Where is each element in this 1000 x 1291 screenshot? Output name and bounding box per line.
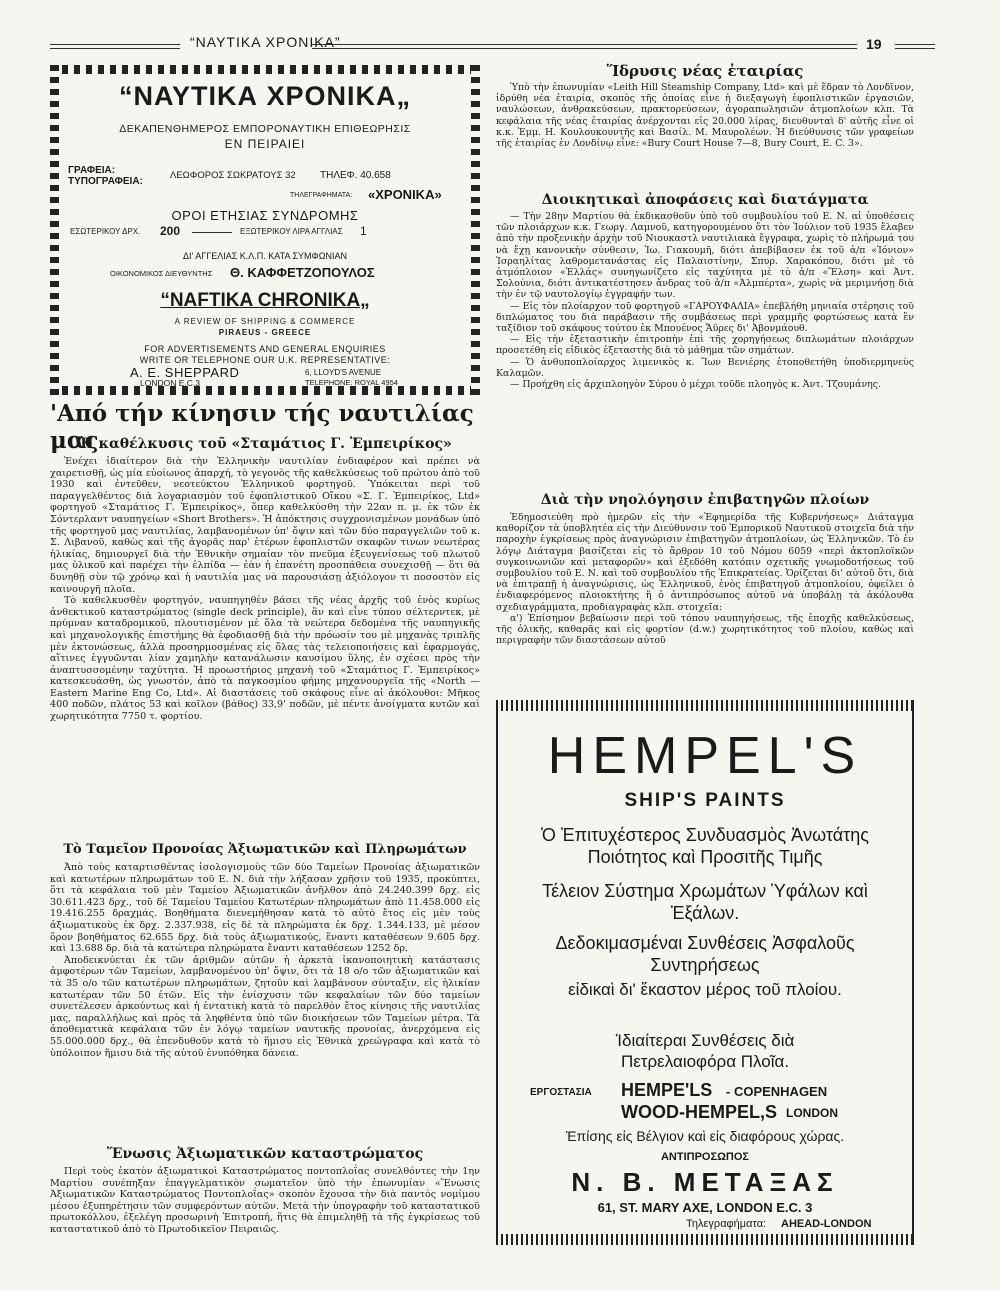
ad-reps-label: ΑΝΤΙΠΡΟΣΩΠΟΣ [660, 1151, 750, 1163]
article-6-title: Διὰ τὴν νηολόγησιν ἐπιβατηγῶν πλοίων [540, 492, 870, 508]
interior-label: ΕΣΩΤΕΡΙΚΟΥ ΔΡΧ. [70, 227, 141, 236]
article-2-body [50, 862, 480, 1059]
director-name: Θ. ΚΑΦΦΕΤΖΟΠΟΥΛΟΣ [230, 265, 375, 280]
masthead-box [50, 65, 480, 395]
ad-telegram-value: AHEAD-LONDON [781, 1218, 872, 1230]
article-5-paragraph-4: — Ὁ ἀνθυποπλοίαρχος λιμενικὸς κ. Ἴων Βενιέρης ἐτοποθετήθη ὑποδιερμηνεὺς Καλαμῶν. [496, 356, 914, 379]
article-1-title: Ἡ καθέλκυσις τοῦ «Σταμάτιος Γ. Ἐμπειρίκος» [78, 436, 452, 452]
ad-border-top [496, 700, 914, 711]
ad-factory-2-city: LONDON [786, 1106, 838, 1120]
english-title: “NAFTIKA CHRONIKA„ [160, 290, 370, 311]
article-6-body [496, 512, 914, 646]
ad-rep-name: N. B. ΜΕΤΑΞΑΣ [571, 1167, 839, 1197]
border-left [50, 65, 59, 395]
section-title: 'Από τήν κίνησιν τής ναυτιλίας μας [50, 400, 474, 454]
ad-line-1: Ὁ Ἐπιτυχέστερος Συνδυασμὸς Ἀνωτάτης Ποιότητος καὶ Προσιτῆς Τιμῆς [541, 825, 869, 867]
article-3-paragraph-1: Περὶ τοὺς ἑκατὸν ἀξιωματικοὶ Καταστρώματος ποντοπλοΐας συνελθόντες τὴν 1ην Μαρτίου συνέπηξαν ἐπαγγελματικὸν σωματεῖον ὑπὸ τὴν ἐπωνυμίαν «Ἕνωσις Ἀξιωματικῶν Καταστρώματος Ποντοπλοΐας» σκοπὸν ἔχουσα τὴν διὰ παντὸς νομίμου μέσου ἐξυπηρέτησιν τῶν συμφερόντων αὐτῶν. Μετὰ τὴν ὑπογραφὴν τοῦ καταστατικοῦ πρωτοκόλλου, ἐξελέγη προσωρινὴ Ἐπιτροπή, ἥτις θὰ ἐπιμεληθῇ τὰ τῆς ἐγκρίσεως τοῦ καταστατικοῦ ἀπὸ τὸ Πρωτοδικεῖον Πειραιῶς. [50, 1166, 480, 1235]
office-address: ΛΕΩΦΟΡΟΣ ΣΩΚΡΑΤΟΥΣ 32 [170, 170, 296, 181]
offices-label: ΓΡΑΦΕΙΑ: [68, 165, 116, 176]
printing-label: ΤΥΠΟΓΡΑΦΕΙΑ: [68, 176, 143, 187]
english-subtitle-2: PIRAEUS - GREECE [218, 328, 312, 337]
exterior-label: ΕΞΩΤΕΡΙΚΟΥ ΛΙΡΑ ΑΓΓΛΙΑΣ [240, 227, 343, 236]
border-right [471, 65, 480, 395]
masthead-subtitle-1: ΔΕΚΑΠΕΝΘΗΜΕΡΟΣ ΕΜΠΟΡΟΝΑΥΤΙΚΗ ΕΠΙΘΕΩΡΗΣΙΣ [119, 123, 411, 135]
telegraph-label: ΤΗΛΕΓΡΑΦΗΜΑΤΑ: [290, 192, 353, 199]
article-2-paragraph-2: Ἀποδεικνύεται ἐκ τῶν ἀριθμῶν αὐτῶν ἡ ἀρκετὰ ἱκανοποιητικὴ κατάστασις ἀμφοτέρων τῶν Ταμείων, λαμβανομένου ὑπ' ὄψιν, ὅτι τὰ 18 ο/ο τῶν ἀξιωματικῶν καὶ τὰ 35 ο/ο τῶν κατωτέρων πληρωμάτων, ζητοῦν καὶ λαμβάνουν σύνταξιν, εἰς ἡλικίαν κατωτέραν τῶν 50 ἐτῶν. Εἰς τὴν ἐνίσχυσιν τῶν κεφαλαίων τῶν δύο ταμείων συνετέλεσεν ἀρκούντως καὶ ἡ ἐντατικὴ κατὰ τὸ παρελθὸν ἔτος κίνησις τῆς ναυτιλίας μας, παραλλήλως καὶ πρὸς τὰ ληφθέντα ὑπὸ τῶν διοικήσεων τῶν Ταμείων μέτρα. Τὰ ἀποθεματικὰ κεφάλαια τῶν ἐν λόγῳ ταμείων ναυτικῆς προνοίας, ἀνερχόμενα εἰς 55.000.000 δρχ., θὰ ἐπενδυθοῦν κατὰ τὸ ἥμισυ εἰς Ἐθνικὰ χρεώγραφα καὶ κατὰ τὸ ὑπόλοιπον ἥμισυ διὰ τῆς αὐτοῦ ἐνυπόθηκα δάνεια. [50, 954, 480, 1059]
representative-city: LONDON E.C.3 [140, 378, 200, 388]
article-3-title: Ἕνωσις Ἀξιωματικῶν καταστρώματος [106, 1146, 424, 1162]
ad-line-5: Ἰδιαίτεραι Συνθέσεις διὰ Πετρελαιοφόρα Πλοῖα. [615, 1031, 795, 1071]
article-6-paragraph-1: Ἐδημοσιεύθη πρὸ ἡμερῶν εἰς τὴν «Ἐφημερίδα τῆς Κυβερνήσεως» Διάταγμα καθορίζον τὰ ὑποβλητέα εἰς τὴν Διεύθυνσιν τοῦ Ἐμπορικοῦ Ναυτικοῦ στοιχεῖα διὰ τὴν παροχὴν ἐγκρίσεως πρὸς ἀναγνώρισιν ἐπιβατηγῶν ἀτμοπλοίων, ὡς Ἑλληνικῶν. Τὸ ἐν λόγῳ Διάταγμα βασίζεται εἰς τὸ ἄρθρον 10 τοῦ Νόμου 6059 «περὶ ἀκτοπλοϊκῶν συγκοινωνιῶν καὶ μεταφορῶν» καὶ ἐξεδόθη κατόπιν σχετικῆς γνωμοδοτήσεως τοῦ συμβουλίου τοῦ Ε. Ν. καὶ τοῦ συμβουλίου τῆς Ἐπικρατείας. Ὁρίζεται δι' αὐτοῦ ὅτι, διὰ νὰ ἐπιτραπῇ ἡ ἀναγνώρισις, ὡς Ἑλληνικοῦ, ἑνὸς ἐπιβατηγοῦ ἀτμοπλοίου, ὀφείλει ὁ ἐνδιαφερόμενος πλοιοκτήτης ἢ ὁ ἀντιπρόσωπος αὐτοῦ νὰ ὑποβάλῃ τὰ ἀκόλουθα σχεδιαγράμματα, προδιαγραφὰς κλπ. στοιχεῖα: [496, 512, 914, 613]
article-5-paragraph-3: — Εἰς τὴν ἐξεταστικὴν ἐπιτροπὴν ἐπὶ τῆς χορηγήσεως διπλωμάτων πλοιάρχων προσετέθη εἰς εἰδικὸς ἐξεταστὴς διὰ τὸ μάθημα τῶν σημάτων. [496, 334, 914, 357]
telegraph-value: «ΧΡΟΝΙΚΑ» [368, 187, 442, 202]
interior-rule [192, 232, 232, 233]
ad-telegram-label: Τηλεγραφήματα: [686, 1218, 767, 1230]
ad-factory-1: HEMPE'LS [621, 1080, 713, 1100]
ad-factories-label: ΕΡΓΟΣΤΑΣΙΑ [530, 1087, 592, 1098]
article-5-paragraph-5: — Προήχθη εἰς ἀρχιπλοηγὸν Σύρου ὁ μέχρι τοῦδε πλοηγὸς κ. Ἀντ. Τζουμάνης. [510, 379, 881, 391]
article-1-paragraph-2: Τὸ καθελκυσθὲν φορτηγόν, ναυπηγηθὲν βάσει τῆς νέας ἀρχῆς τοῦ ἑνὸς κυρίως ἀνθεκτικοῦ καταστρώματος (single deck principle), ἂν καὶ εἶνε τύπου σέλτερντεκ, μὲ πρύμναν καταδρομικοῦ, πλουτισμένον μὲ ὅλα τὰ νεώτερα δεδομένα τῆς ναυπηγικῆς καὶ μηχανολογικῆς ἐπιστήμης θὰ ἐφοδιασθῇ διὰ τὴν πρόωσίν του μὲ μηχανὰς τριπλῆς μὲν ἐκτονώσεως, ἀλλὰ προσηρμοσμένας εἰς ὅλας τὰς τελειοποιήσεις καὶ ἐφαρμογάς, αἵτινες ἐγγυῶνται λίαν χαμηλὴν κατανάλωσιν καυσίμου ὕλης, ἐν σχέσει πρὸς τὴν ἀναπτυσσομένην ταχύτητα. Ἡ προωστήριος μηχανὴ τοῦ «Σταμάτιος Γ. Ἐμπειρίκος» κατεσκευάσθη, ὡς γνωστόν, ἀπὸ τὰ παγκοσμίου φήμης μηχανουργεῖα τῆς «North — Eastern Marine Eng Co, Ltd». Αἱ διαστάσεις τοῦ σκάφους εἶνε αἱ ἀκόλουθοι: Μῆκος 400 ποδῶν, πλάτος 53 καὶ κοῖλον (βάθος) 33,9' ποδῶν, μὲ πέντε ἀνοίγματα κυτῶν καὶ χωρητικότητα 7750 τ. φορτίου. [50, 595, 480, 723]
header-rule-middle [312, 44, 857, 49]
office-phone: ΤΗΛΕΦ. 40.658 [320, 170, 391, 181]
article-5-paragraph-1: — Τὴν 28ην Μαρτίου θὰ ἐκδικασθοῦν ὑπὸ τοῦ συμβουλίου τοῦ Ε. Ν. αἱ ὑποθέσεις τῶν πλοιάρχων κ.κ. Γεωργ. Λαμνοῦ, κατηγορουμένου ὅτι τὸν Ἰούλιον τοῦ 1935 ἔλαβεν ἀπὸ τὴν προξενικὴν ἀρχὴν τοῦ Νιουκαστλ ναυτιλιακὰ ἔγγραφα, χωρὶς τὸ πλήρωμά του νὰ ἔχῃ κανονικὴν σύνθεσιν, Ἰω. Γιακουμῆ, διότι ἀπεβίβασεν ἐκ τοῦ ἀ/π «Ἰόνιον» Ἰσραηλίτας λαθρομετανάστας εἰς Παλαιστίνην, Σπυρ. Χαρακόπου, διότι μὲ τὸ ἀτμόπλοιον «Ἑλλάς» συνηγωνίζετο εἰς ταχύτητα μὲ τὸ ἀ/π «Ἔλση» καὶ Ἀντ. Σολούνια, διότι ἀντικατέστησεν ἄνδρας τοῦ ἀ/π «Ἀλμπέρτα», χωρὶς νὰ μεριμνήσῃ διὰ τὴν ἐν τῷ ναυτολογίῳ ἐγγραφήν των. [496, 211, 914, 301]
article-3-body [50, 1166, 480, 1236]
english-subtitle-1: A REVIEW OF SHIPPING & COMMERCE [174, 317, 356, 326]
article-2-title: Τὸ Ταμεῖον Προνοίας Ἀξιωματικῶν καὶ Πληρωμάτων [63, 842, 467, 857]
border-bottom [50, 386, 480, 395]
border-top [50, 65, 480, 74]
running-head: “ΝΑΥΤΙΚΑ ΧΡΟΝΙΚΑ” [190, 34, 341, 50]
article-1-body [50, 456, 480, 723]
exterior-value: 1 [360, 224, 367, 238]
article-1-paragraph-1: Ἐνέχει ἰδιαίτερον διὰ τὴν Ἑλληνικὴν ναυτιλίαν ἐνδιαφέρον καὶ πρέπει νὰ χαιρετισθῇ, ὡς μία εὐοίωνος ἀπαρχή, τὸ γεγονὸς τῆς καθελκύσεως τοῦ πρώτου ἀπὸ τοῦ 1930 καὶ ἐντεῦθεν, νεοτεύκτου Ἑλληνικοῦ φορτηγοῦ. Ὑπόκειται περὶ τοῦ παραγγελθέντος διὰ λογαριασμὸν τοῦ ἐφοπλιστικοῦ Οἴκου «Σ. Γ. Ἐμπειρίκος, Ltd» φορτηγοῦ «Σταμάτιος Γ. Ἐμπειρίκος», ὅπερ καθελκύσθη τὴν 22αν π. μ. ἐκ τῶν ἐκ Σόντερλαντ ναυπηγείων «Short Brothers». Ἡ ἀπόκτησις συγχρονισμένων μονάδων ὑπὸ τῆς φορτηγοῦ μας ναυτιλίας, λαμβανομένων ὑπ' ὄψιν καὶ τῶν δύο παραγγελιῶν τοῦ κ. Σ. Λιβανοῦ, καθὼς καὶ τῆς ἀγορᾶς παρ' ἑτέρων ἐφοπλιστῶν σκαφῶν τινων νεωτέρας ἡλικίας, δημιουργεῖ διὰ τὴν Ἐθνικὴν σημαίαν τὸν πνεῦμα ἐξευγενίσεως τοῦ πλωτοῦ μας ὑλικοῦ καὶ παρέχει τὴν ἐλπίδα — ἐὰν ἡ ἐπανέτη προσπάθεια συνεχισθῇ — ὅτι θὰ δυνηθῇ σὺν τῷ χρόνῳ καὶ ἡ ναυτιλία μας νὰ παρουσιάσῃ ἀξιόλογον τι ποσοστὸν εἰς καινουργῆ πλοῖα. [50, 456, 480, 595]
director-label: ΟΙΚΟΝΟΜΙΚΟΣ ΔΙΕΥΘΥΝΤΗΣ [110, 269, 213, 278]
ad-border-bottom [496, 1234, 914, 1245]
article-5-body [496, 211, 914, 390]
header-rule-right [895, 44, 935, 49]
masthead-title: “ΝΑΥΤΙΚΑ ΧΡΟΝΙΚΑ„ [118, 81, 412, 111]
representative-address: 6, LLOYD'S AVENUE [305, 368, 382, 377]
ad-tagline: SHIP'S PAINTS [624, 790, 786, 811]
article-5-paragraph-2: — Εἰς τὸν πλοίαρχον τοῦ φορτηγοῦ «ΓΑΡΟΥΦΑΛΙΑ» ἐπεβλήθη μηνιαία στέρησις τοῦ διπλώματος του διὰ παράβασιν τῆς συμβάσεως περὶ γραμμῆς φορτώσεως κατὰ ἓν ταξίδιον τοῦ σκάφους τούτου ἐκ Μπουένος Ἄϋρες δι' Ἀβονμάουθ. [496, 300, 914, 335]
ad-line-4: εἰδικαὶ δι' ἕκαστον μέρος τοῦ πλοίου. [568, 980, 842, 999]
hempels-advert [496, 700, 914, 1245]
interior-value: 200 [160, 224, 181, 238]
english-ad-line-1: FOR ADVERTISEMENTS AND GENERAL ENQUIRIES [144, 344, 386, 354]
page-number: 19 [866, 36, 882, 52]
ad-rep-address: 61, ST. MARY AXE, LONDON E.C. 3 [597, 1200, 813, 1215]
ad-line-3: Δεδοκιμασμέναι Συνθέσεις Ἀσφαλοῦς Συντηρήσεως [555, 933, 855, 975]
article-4-body [496, 82, 914, 149]
ad-factory-1-city: - COPENHAGEN [726, 1084, 828, 1099]
article-6-paragraph-2: α') Ἐπίσημον βεβαίωσιν περὶ τοῦ τόπου ναυπηγήσεως, τῆς ἐποχῆς καθελκύσεως, τῆς ὁλικῆς, καθαρᾶς καὶ εἰς φορτίον (d.w.) χωρητικότητος τοῦ πλοίου, καθὼς καὶ περιγραφὴν τῶν διαστάσεων αὐτοῦ [496, 612, 914, 647]
article-2-paragraph-1: Ἀπὸ τοὺς καταρτισθέντας ἰσολογισμοὺς τῶν δύο Ταμείων Προνοίας ἀξιωματικῶν καὶ κατωτέρων πληρωμάτων τοῦ Ε. Ν. διὰ τὴν λήξασαν χρῆσιν τοῦ 1935, προκύπτει, ὅτι τὰ κεφάλαια τοῦ μὲν Ταμείου Ἀξιωματικῶν ἀνῆλθον ἀπὸ 24.240.399 δρχ. εἰς 30.611.423 δρχ., τοῦ δὲ Ταμείου Ταμείου Κατωτέρων πληρωμάτων ἀπὸ 11.458.000 εἰς 19.416.255 δραχμάς. Βοηθήματα διενεμήθησαν κατὰ τὸ αὐτὸ ἔτος εἰς μὲν τοὺς ἀξιωματικοὺς ἐκ δρχ. 2.337.938, εἰς δὲ τὰ πληρώματα ἐκ δρχ. 1.344.133, μὲ μέσον ὅρον βοηθήματος 62.655 δρχ. διὰ τοὺς ἀξιωματικούς, ἔναντι καταθέσεων 9.605 δρχ. καὶ 13.688 δρ. διὰ τὰ κατώτερα πληρώματα ἔναντι καταθέσεων 1252 δρ. [50, 862, 480, 955]
masthead-subtitle-2: ΕΝ ΠΕΙΡΑΙΕΙ [224, 137, 306, 151]
ad-also-belgium: Ἐπίσης εἰς Βέλγιον καὶ εἰς διαφόρους χώρας. [565, 1128, 845, 1144]
article-4-paragraph-1: Ὑπὸ τὴν ἐπωνυμίαν «Leith Hill Steamship Company, Ltd» καὶ μὲ ἕδραν τὸ Λονδῖνον, ἱδρύθη νέα ἑταιρία, σκοπὸς τῆς ὁποίας εἶνε ἡ διεξαγωγὴ ἐφοπλιστικῶν ἐργασιῶν, ναυλώσεων, ἀνθρακεύσεων, πρακτορεύσεων, ἀγοραπωλησιῶν ἀτμοπλοίων κλπ. Τὰ κεφάλαια τῆς νέας ἑταιρίας ἀνέρχονται εἰς 20.000 λίρας, διευθυνταὶ δ' αὐτῆς εἶνε οἱ κ.κ. Ἐμμ. Η. Κουλουκουντῆς καὶ Βασίλ. Μ. Μαυρολέων. Ἡ διεύθυνσις τῶν γραφείων τῆς ἑταιρίας ἐν Λονδίνῳ εἶνε: «Bury Court House 7—8, Bury Court, E. C. 3». [496, 82, 914, 150]
ads-line: ΔΙ' ΑΓΓΕΛΙΑΣ Κ.Λ.Π. ΚΑΤΑ ΣΥΜΦΩΝΙΑΝ [183, 251, 347, 261]
representative-name: A. E. SHEPPARD [130, 365, 240, 380]
subscription-title: ΟΡΟΙ ΕΤΗΣΙΑΣ ΣΥΝΔΡΟΜΗΣ [171, 208, 359, 223]
representative-phone: TELEPHONE: ROYAL 4954 [305, 378, 398, 387]
article-4-title: Ἵδρυσις νέας ἑταιρίας [606, 62, 804, 80]
ad-line-2: Τέλειον Σύστημα Χρωμάτων Ὑφάλων καὶ Ἐξάλων. [542, 881, 868, 923]
article-5-title: Διοικητικαὶ ἀποφάσεις καὶ διατάγματα [541, 192, 869, 208]
english-ad-line-2: WRITE OR TELEPHONE OUR U.K. REPRESENTATIVE: [139, 355, 391, 365]
ad-brand: HEMPEL'S [547, 727, 863, 785]
ad-factory-2: WOOD-HEMPEL,S [621, 1102, 777, 1122]
header-rule-left [50, 44, 180, 49]
